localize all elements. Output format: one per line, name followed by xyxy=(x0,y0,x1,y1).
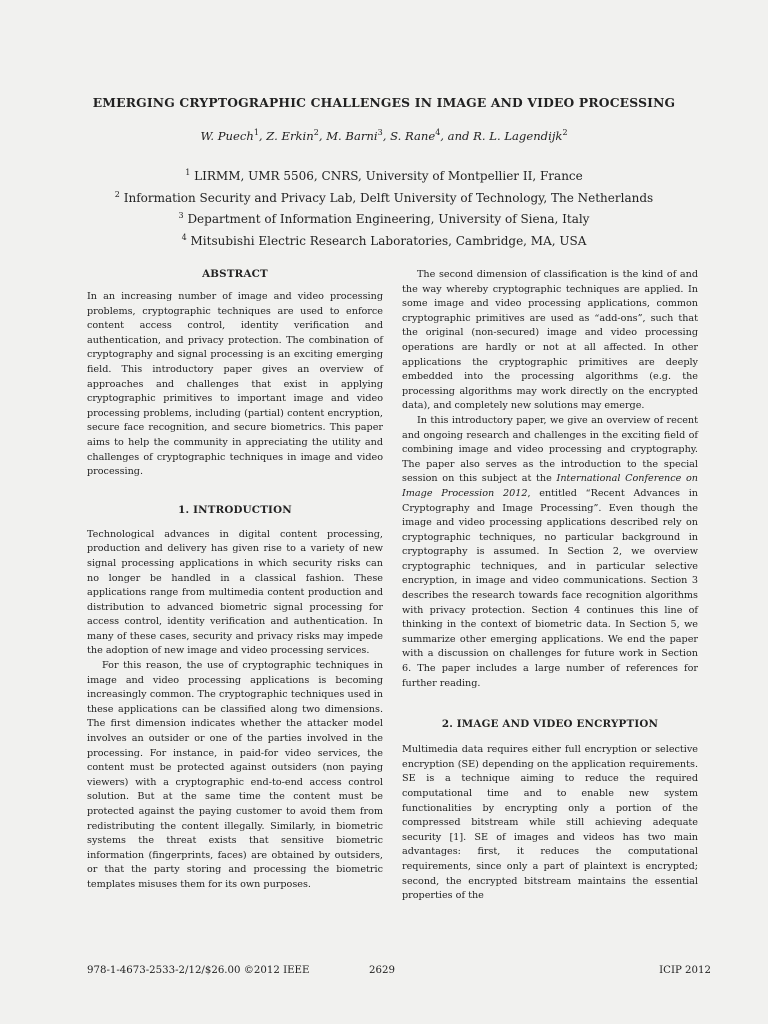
footer-conference: ICIP 2012 xyxy=(659,965,711,976)
encryption-paragraph-1: Multimedia data requires either full encryption or selective encryption (SE) depending on the application requirements. SE is a technique aiming to reduce the required computational time and to enable new system functionalities by encrypting only a portion of the compressed bitstream while still achieving adequate security [1]. SE of images and videos has two main advantages: first, it reduces the computational requirements, since only a part of plaintext is encrypted; second, the encrypted bitstream maintains the essential properties of the xyxy=(402,744,698,902)
intro-paragraph-4: In this introductory paper, we give an overview of recent and ongoing research and challenges in the exciting field of combining image and video processing and cryptography. The paper also serves as the introduction to the special session on this subject at the International Conference on Image Procession 2012, entitled “Recent Advances in Cryptography and Image Processing”. Even though the image and video processing applications described rely on cryptographic techniques, no particular background in cryptography is assumed. In Section 2, we overview cryptographic techniques, and in particular selective encryption, in image and video communications. Section 3 describes the research towards face recognition algorithms with privacy protection. Section 4 continues this line of thinking in the context of biometric data. In Section 5, we summarize other emerging applications. We end the paper with a discussion on challenges for future work in Section 6. The paper includes a large number of references for further reading. xyxy=(402,414,698,689)
intro-paragraph-3: The second dimension of classification is the kind of and the way whereby cryptographic techniques are applied. In some image and video processing applications, common cryptographic primitives are used as “add-ons”, such that the original (non-secured) image and video processing operations are hardly or not at all affected. In other applications the cryptographic primitives are deeply embedded into the processing algorithms (e.g. the processing algorithms may work directly on the encrypted data), and completely new solutions may emerge. xyxy=(402,269,698,412)
author-list: W. Puech$^1$, Z. Erkin$^2$, M. Barni$^3$, S. Rane$^4$, and R. L. Lagendijk$^2$ xyxy=(200,128,568,143)
intro-heading: 1. INTRODUCTION xyxy=(178,503,292,516)
author: M. Barni$^3$ xyxy=(326,128,383,143)
affiliation: $^3$ Department of Information Engineering, University of Siena, Italy xyxy=(178,211,590,227)
author: R. L. Lagendijk$^2$ xyxy=(473,128,568,143)
intro-paragraph-2: For this reason, the use of cryptographic techniques in image and video processing applications is becoming increasingly common. The cryptographic techniques used in these applications can be classified along two dimensions. The first dimension indicates whether the attacker model involves an outsider or one of the parties involved in the processing. For instance, in paid-for video services, the content must be protected against outsiders (non paying viewers) with a cryptographic end-to-end access control solution. But at the same time the content must be protected against the paying customer to avoid them from redistributing the content illegally. Similarly, in biometric systems the threat exists that sensitive biometric information (fingerprints, faces) are obtained by outsiders, or that the party storing and processing the biometric templates misuses them for its own purposes. xyxy=(87,660,383,890)
affiliation: $^1$ LIRMM, UMR 5506, CNRS, University of Montpellier II, France xyxy=(185,168,583,183)
abstract-text: In an increasing number of image and video processing problems, cryptographic techniques are used to enforce content access control, identity verification and authentication, and privacy protection. The combination of cryptography and signal processing is an exciting emerging field. This introductory paper gives an overview of approaches and challenges that exist in applying cryptographic primitives to important image and video processing problems, including (partial) content encryption, secure face recognition, and secure biometrics. This paper aims to help the community in appreciating the utility and challenges of cryptographic techniques in image and video processing. xyxy=(87,291,383,478)
affiliation: $^2$ Information Security and Privacy Lab, Delft University of Technology, The Netherlands xyxy=(114,189,654,205)
abstract-heading: ABSTRACT xyxy=(202,268,268,280)
author: Z. Erkin$^2$ xyxy=(266,128,319,143)
affiliation-list xyxy=(0,164,768,250)
conference-name: International Conference on Image Procession 2012 xyxy=(402,473,698,499)
page-number: 2629 xyxy=(369,965,395,976)
intro-paragraph-1: Technological advances in digital content processing, production and delivery has given rise to a variety of new signal processing applications in which security risks can no longer be handled in a classical fashion. These applications range from multimedia content production and distribution to advanced biometric signal processing for access control, identity verification and authentication. In many of these cases, security and privacy risks may impede the adoption of new image and video processing services. xyxy=(87,528,383,657)
right-column xyxy=(402,268,698,904)
affiliation: $^4$ Mitsubishi Electric Research Laboratories, Cambridge, MA, USA xyxy=(181,232,587,248)
paper-title: EMERGING CRYPTOGRAPHIC CHALLENGES IN IMAGE AND VIDEO PROCESSING xyxy=(92,95,676,110)
left-column xyxy=(87,268,383,893)
author: W. Puech$^1$ xyxy=(200,128,259,143)
author: S. Rane$^4$ xyxy=(390,128,441,143)
encryption-heading: 2. IMAGE AND VIDEO ENCRYPTION xyxy=(441,718,659,731)
footer-copyright: 978-1-4673-2533-2/12/$26.00 ©2012 IEEE xyxy=(87,965,310,976)
